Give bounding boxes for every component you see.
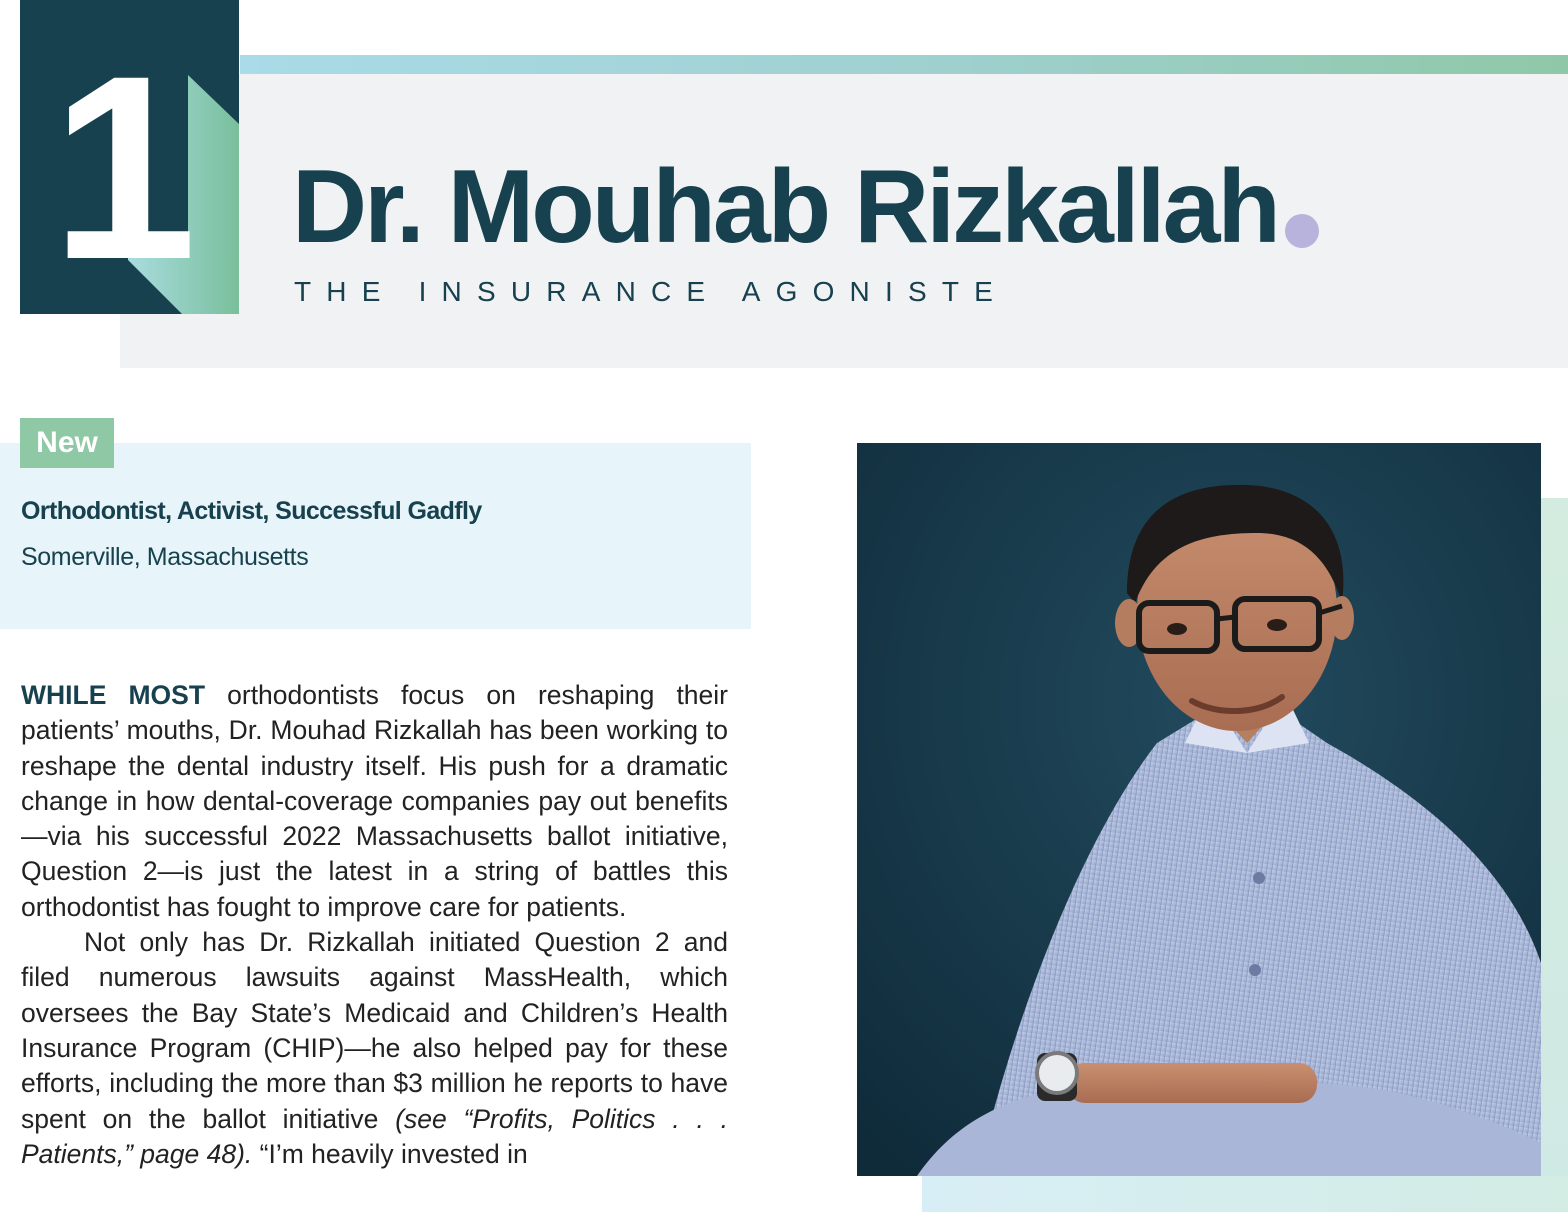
article-paragraph-1 xyxy=(21,678,728,925)
article-p1-text: orthodontists focus on reshaping their patients’ mouths, Dr. Mouhad Rizkallah has been working to reshape the dental industry itself. His push for a dramatic change in how dental-coverage companies pay out benefits—via his successful 2022 Massachusetts ballot initiative, Question 2—is just the latest in a string of battles this orthodontist has fought to improve care for patients. xyxy=(21,680,728,922)
article-p2-tail: “I’m heavily invested in xyxy=(252,1138,528,1169)
portrait-photo xyxy=(857,443,1541,1176)
new-badge: New xyxy=(20,418,114,468)
portrait-illustration xyxy=(857,443,1541,1176)
profile-info-box xyxy=(0,443,751,629)
rank-block xyxy=(20,0,239,314)
article-cross-reference: (see “Profits, Politics . . . Patients,” page 48). xyxy=(21,1103,728,1169)
header-accent-stripe xyxy=(240,55,1568,74)
title-dot xyxy=(1285,214,1319,248)
rank-number: 1 xyxy=(51,21,197,314)
photo-accent-right xyxy=(1540,498,1568,1212)
article-lead: WHILE MOST xyxy=(21,680,206,710)
rank-graphic xyxy=(20,0,239,314)
article-p2-text: Not only has Dr. Rizkallah initiated Question 2 and filed numerous lawsuits against MassHealth, which oversees the Bay State’s Medicaid and Children’s Health Insurance Program (CHIP)—he also helped pay for these efforts, including the more than $3 million he reports to have spent on the ballot initiative xyxy=(21,927,728,1134)
article-body xyxy=(21,678,728,1172)
page-title: Dr. Mouhab Rizkallah xyxy=(292,149,1278,265)
profile-roles: Orthodontist, Activist, Successful Gadfly xyxy=(21,497,482,525)
article-paragraph-2 xyxy=(21,925,728,1172)
page-subtitle: THE INSURANCE AGONISTE xyxy=(294,276,1009,307)
profile-location: Somerville, Massachusetts xyxy=(21,543,309,571)
photo-accent-bottom xyxy=(922,1176,1568,1212)
